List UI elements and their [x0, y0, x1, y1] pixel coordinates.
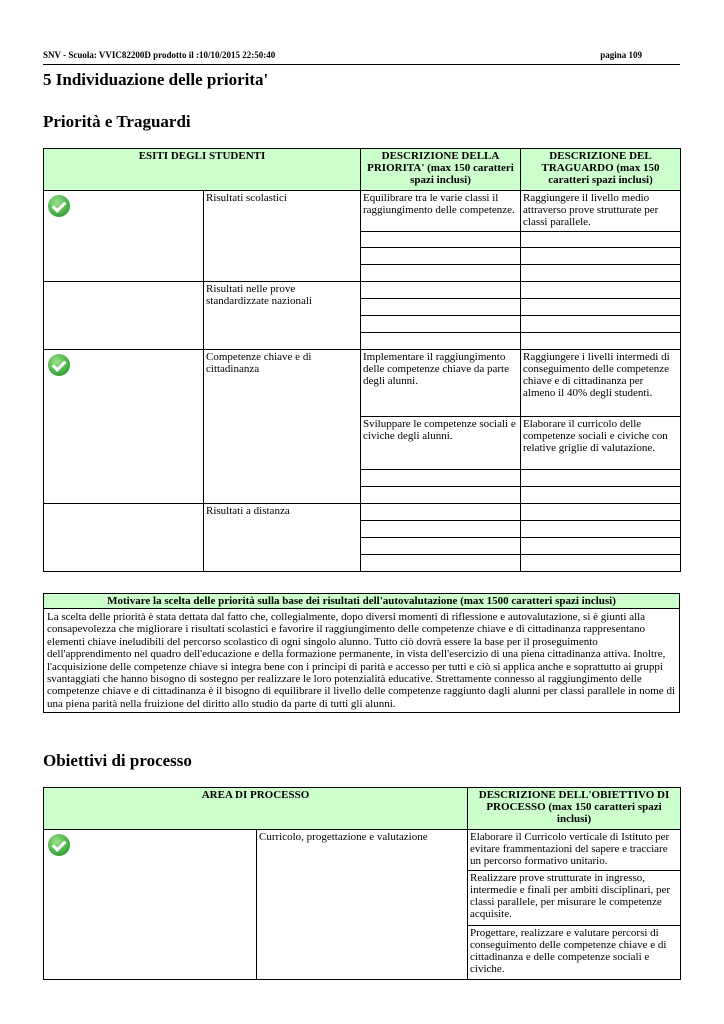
check-circle-icon: [48, 195, 70, 217]
motivazione-text: La scelta delle priorità è stata dettata dal fatto che, collegialmente, dopo diversi momenti di riflessione e autovalutazione, si è giunti alla consapevolezza che migliorare i risultati scolastici e favorire il raggiungimento delle competenze chiave e di cittadinanza rappresentano elementi chiave ineludibili del percorso scolastico di ogni singolo alunno. Tutto ciò dovrà essere la base per il proseguimento dell'apprendimento nel quadro dell'educazione e della formazione permanente, in vista dell'esercizio di una piena cittadinanza attiva. Inoltre, l'acquisizione delle competenze chiave si integra bene con i principi di parità e accesso per tutti e ciò si applica anche e soprattutto ai gruppi svantaggiati che hanno bisogno di sostegno per realizzare le loro potenzialità educative. Strettamente connesso al raggiungimento delle competenze chiave e di cittadinanza è il bisogno di equilibrare il livello delle competenze raggiunto dagli alunni per classi parallele in nome di una piena parità nella fruizione del diritto allo studio da parte di tutti gli alunni.: [44, 609, 680, 713]
esito-label: Competenze chiave e di cittadinanza: [204, 350, 361, 504]
obiettivo-text: Elaborare il Curricolo verticale di Istituto per evitare frammentazioni del sapere e tracciare un percorso formativo unitario.: [468, 830, 681, 871]
page-header: [43, 48, 680, 65]
motivazione-heading: Motivare la scelta delle priorità sulla base dei risultati dell'autovalutazione (max 1500 caratteri spazi inclusi): [44, 594, 680, 609]
col-priorita: DESCRIZIONE DELLA PRIORITA' (max 150 caratteri spazi inclusi): [361, 149, 521, 191]
check-circle-icon: [48, 834, 70, 856]
esito-label: Risultati nelle prove standardizzate nazionali: [204, 282, 361, 350]
check-cell: [44, 350, 204, 504]
obiettivo-text: Realizzare prove strutturate in ingresso, intermedie e finali per ambiti disciplinari, per classi parallele, per misurare le competenze acquisite.: [468, 871, 681, 926]
priorita-text: Equilibrare tra le varie classi il raggiungimento delle competenze.: [361, 191, 521, 232]
priorita-title: Priorità e Traguardi: [43, 112, 191, 131]
check-circle-icon: [48, 354, 70, 376]
col-traguardo: DESCRIZIONE DEL TRAGUARDO (max 150 caratteri spazi inclusi): [521, 149, 681, 191]
area-label: Curricolo, progettazione e valutazione: [257, 830, 468, 980]
esito-label: Risultati a distanza: [204, 504, 361, 572]
esito-label: Risultati scolastici: [204, 191, 361, 282]
obiettivo-text: Progettare, realizzare e valutare percorsi di conseguimento delle competenze chiave e di cittadinanza e delle competenze sociali e civiche.: [468, 926, 681, 980]
header-school-info: SNV - Scuola: VVIC82200D prodotto il :10/10/2015 22:50:40: [43, 50, 276, 60]
col-esiti: ESITI DEGLI STUDENTI: [44, 149, 361, 191]
check-cell: [44, 191, 204, 282]
priorita-text: Sviluppare le competenze sociali e civiche degli alunni.: [361, 417, 521, 470]
priorita-text: Implementare il raggiungimento delle competenze chiave da parte degli alunni.: [361, 350, 521, 417]
col-obiettivo: DESCRIZIONE DELL'OBIETTIVO DI PROCESSO (max 150 caratteri spazi inclusi): [468, 788, 681, 830]
motivazione-table: [43, 593, 680, 713]
check-cell: [44, 830, 257, 980]
traguardo-text: Raggiungere i livelli intermedi di conseguimento delle competenze chiave e di cittadinanza per almeno il 40% degli studenti.: [521, 350, 681, 417]
col-area: AREA DI PROCESSO: [44, 788, 468, 830]
traguardo-text: Elaborare il curricolo delle competenze sociali e civiche con relative griglie di valutazione.: [521, 417, 681, 470]
traguardo-text: Raggiungere il livello medio attraverso prove strutturate per classi parallele.: [521, 191, 681, 232]
obiettivi-table: [43, 787, 681, 980]
obiettivi-title: Obiettivi di processo: [43, 751, 192, 770]
priorita-table: [43, 148, 681, 572]
section-title: 5 Individuazione delle priorita': [43, 70, 269, 89]
header-page-number: pagina 109: [600, 50, 642, 60]
